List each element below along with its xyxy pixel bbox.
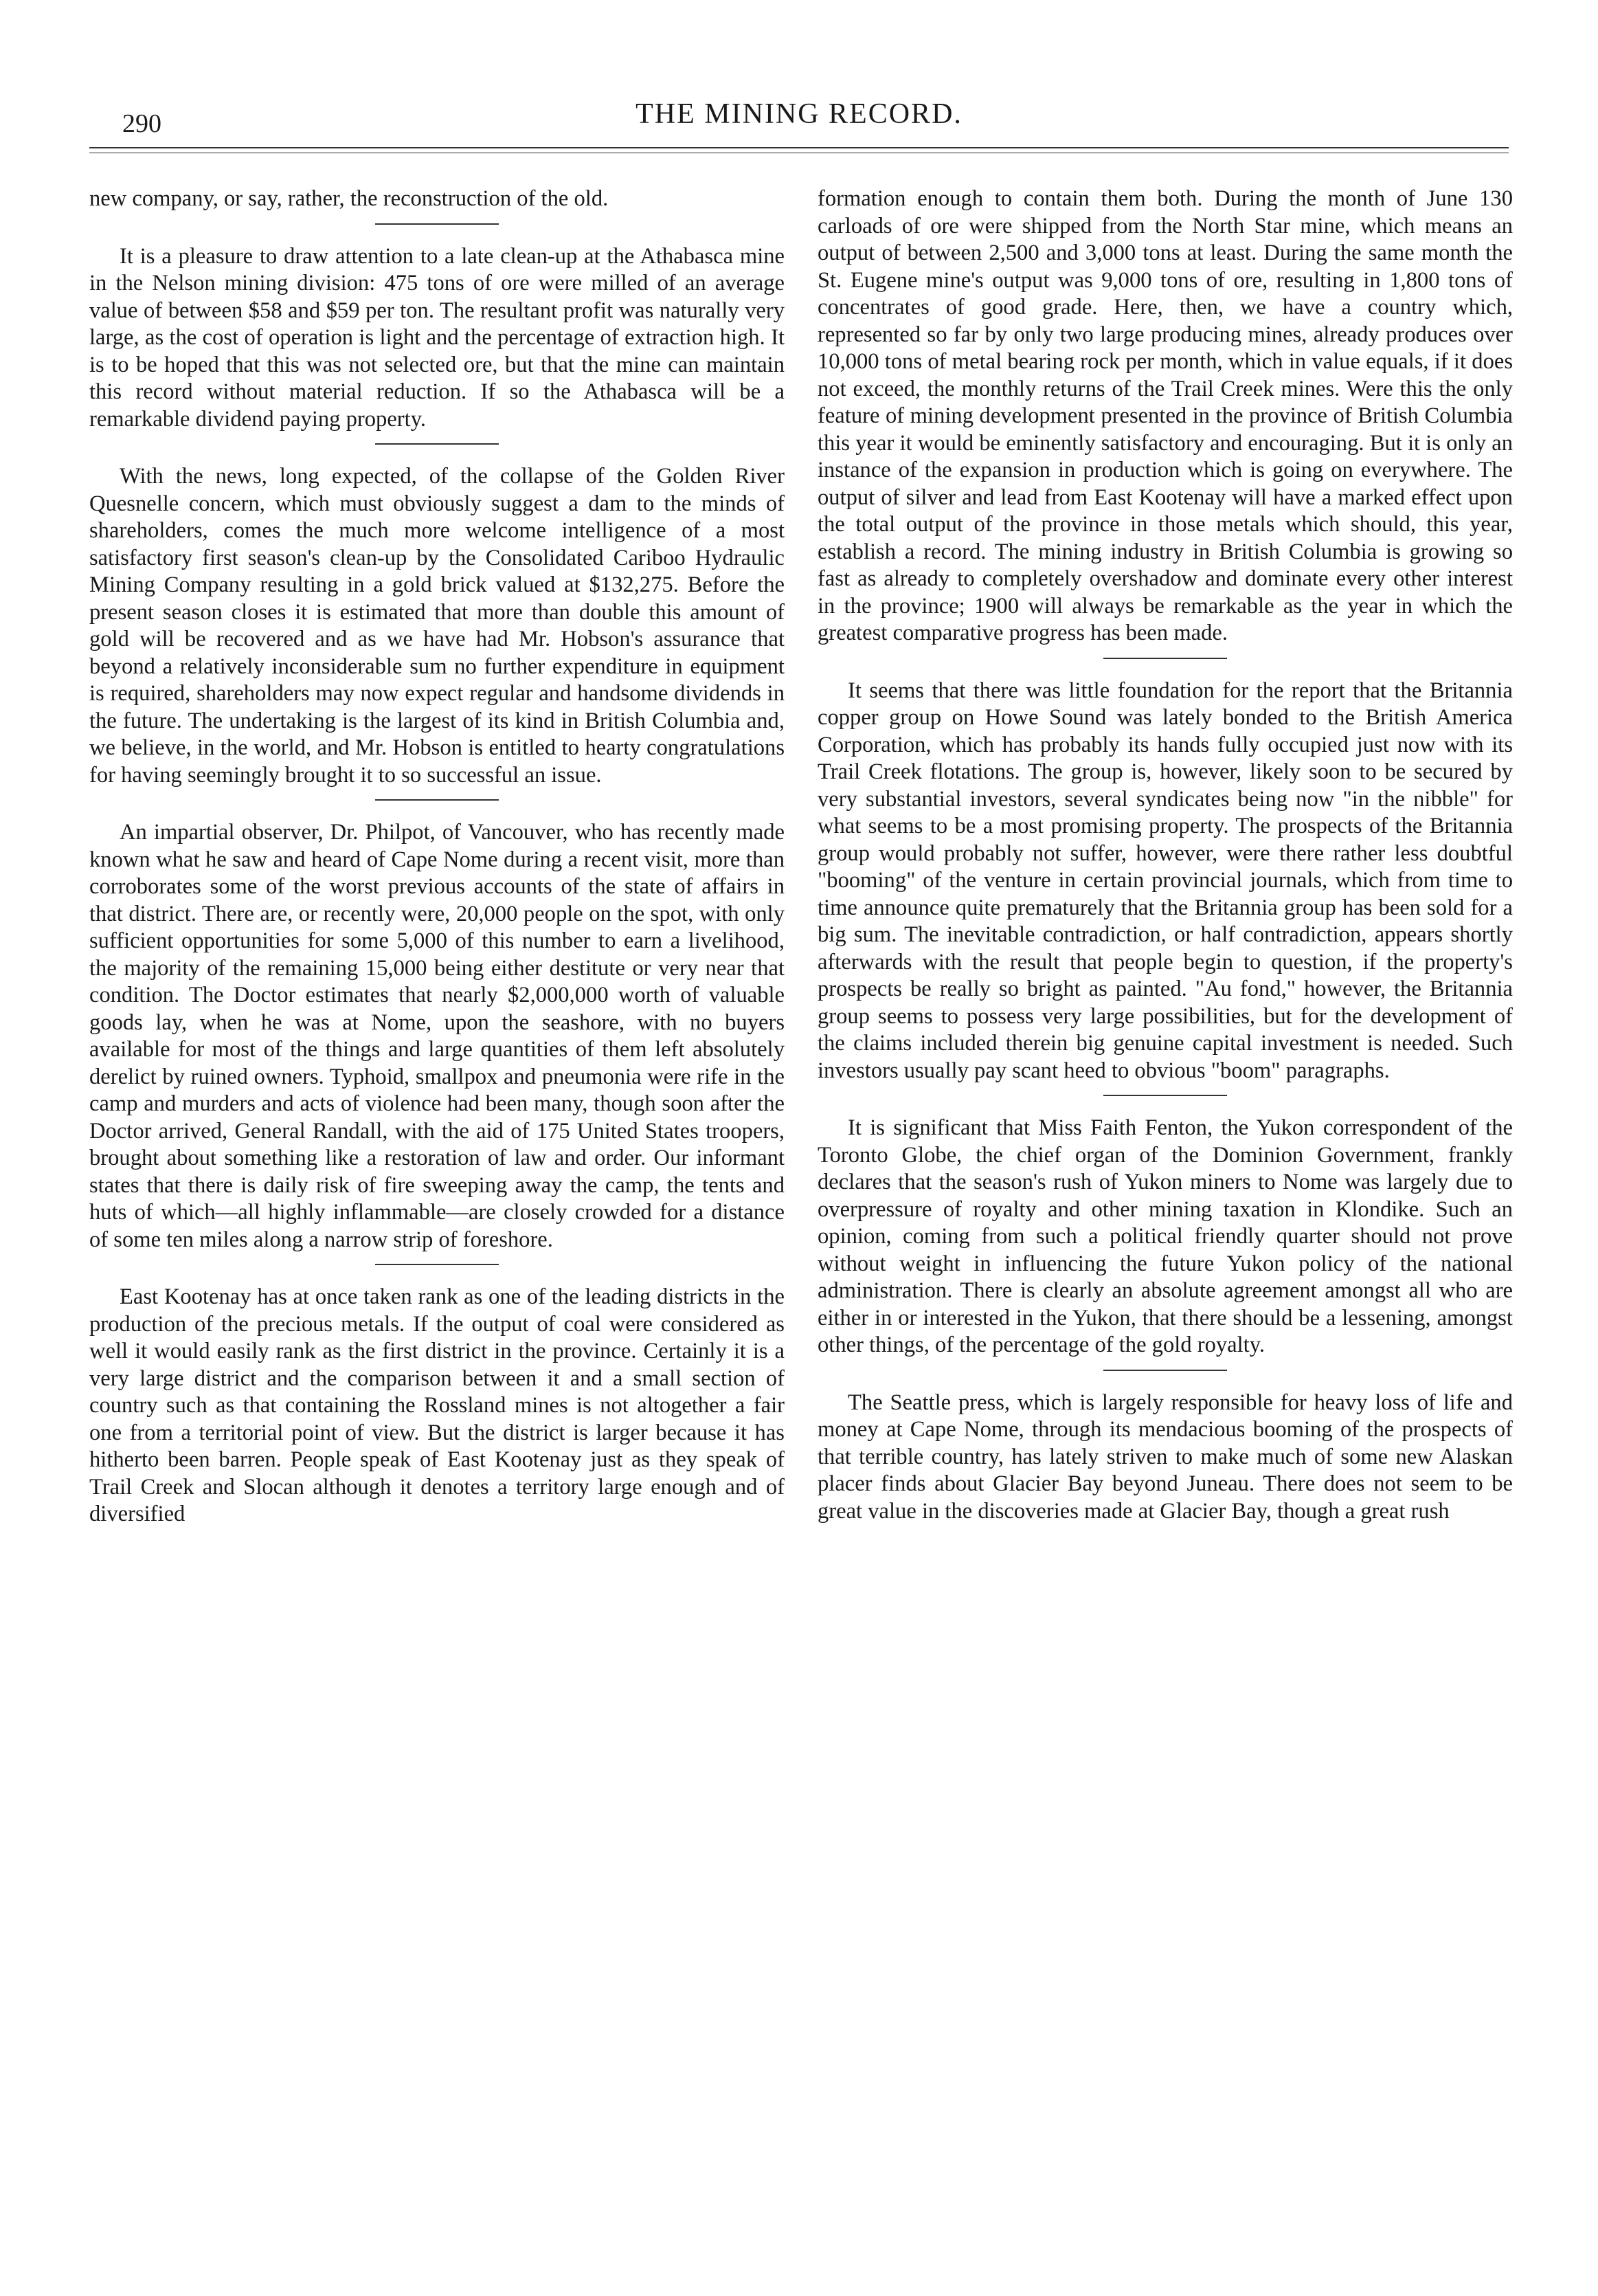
section-divider	[375, 223, 499, 225]
right-column	[818, 186, 1513, 2261]
header-rule	[89, 147, 1509, 148]
paragraph-east-kootenay-continued: formation enough to contain them both. During the month of June 130 carloads of ore were shipped from the North Star mine, which means an output of between 2,500 and 3,000 tons at least. During the same month the St. Eugene mine's output was 9,000 tons of ore, resulting in 1,800 tons of concentrates of good grade. Here, then, we have a country which, represented so far by only two large producing mines, already produces over 10,000 tons of metal bearing rock per month, which in value equals, if it does not exceed, the monthly returns of the Trail Creek mines. Were this the only feature of mining development presented in the province of British Columbia this year it would be eminently satisfactory and encouraging. But it is only an instance of the expansion in production which is going on everywhere. The output of silver and lead from East Kootenay will have a marked effect upon the total output of the province in those metals which should, this year, establish a record. The mining industry in British Columbia is growing so fast as already to completely overshadow and dominate every other interest in the province; 1900 will always be remarkable as the year in which the greatest comparative progress has been made.	[818, 186, 1513, 645]
page-header	[89, 91, 1509, 139]
paragraph-yukon-royalty: It is significant that Miss Faith Fenton, the Yukon correspondent of the Toronto Globe, the chief organ of the Dominion Government, frankly declares that the season's rush of Yukon miners to Nome was largely due to overpressure of royalty and other mining taxation in Klondike. Such an opinion, coming from such a political friendly quarter should not prove without weight in influencing the future Yukon policy of the national administration. There is clearly an absolute agreement amongst all who are either in or interested in the Yukon, that there should be a lessening, amongst other things, of the percentage of the gold royalty.	[818, 1115, 1513, 1357]
paragraph-cape-nome: An impartial observer, Dr. Philpot, of Vancouver, who has recently made known what he saw and heard of Cape Nome during a recent visit, more than corroborates some of the worst previous accounts of the state of affairs in that district. There are, or recently were, 20,000 people on the spot, with only sufficient opportunities for some 5,000 of this number to earn a livelihood, the majority of the remaining 15,000 being either destitute or very near that condition. The Doctor estimates that nearly $2,000,000 worth of valuable goods lay, when he was at Nome, upon the seashore, with no buyers available for most of the things and large quantities of them left absolutely derelict by ruined owners. Typhoid, smallpox and pneumonia were rife in the camp and murders and acts of violence had been many, though soon after the Doctor arrived, General Randall, with the aid of 175 United States troopers, brought about something like a restoration of law and order. Our informant states that there is daily risk of fire sweeping away the camp, the tents and huts of which—all highly inflammable—are closely crowded for a distance of some ten miles along a narrow strip of foreshore.	[89, 820, 785, 1252]
paragraph-athabasca: It is a pleasure to draw attention to a late clean-up at the Athabasca mine in the Nelson mining division: 475 tons of ore were milled of an average value of between $58 and $59 per ton. The resultant profit was naturally very large, as the cost of operation is light and the percentage of extraction high. It is to be hoped that this was not selected ore, but that the mine can maintain this record without material reduction. If so the Athabasca will be a remarkable dividend paying property.	[89, 243, 785, 432]
section-divider	[375, 799, 499, 801]
section-divider	[375, 1264, 499, 1265]
section-divider	[1103, 1095, 1227, 1096]
left-column	[89, 186, 785, 2261]
running-title: THE MINING RECORD.	[635, 98, 963, 130]
section-divider	[1103, 658, 1227, 659]
paragraph-seattle-press: The Seattle press, which is largely responsible for heavy loss of life and money at Cape Nome, through its mendacious booming of the prospects of that terrible country, has lately striven to make much of some new Alaskan placer finds about Glacier Bay beyond Juneau. There does not seem to be great value in the discoveries made at Glacier Bay, though a great rush	[818, 1390, 1513, 1524]
section-divider	[1103, 1370, 1227, 1371]
section-divider	[375, 443, 499, 445]
page-number: 290	[122, 109, 161, 138]
paragraph-britannia: It seems that there was little foundation for the report that the Britannia copper group on Howe Sound was lately bonded to the British America Corporation, which has probably its hands fully occupied just now with its Trail Creek flotations. The group is, however, likely soon to be secured by very substantial investors, several syndicates being now "in the nibble" for what seems to be a most promising property. The prospects of the Britannia group would probably not suffer, however, were there rather less doubtful "booming" of the venture in certain provincial journals, which from time to time announce quite prematurely that the Britannia group has been sold for a big sum. The inevitable contradiction, or half contradiction, appears shortly afterwards with the result that people begin to question, if the property's prospects be really so bright as painted. "Au fond," however, the Britannia group seems to possess very large possibilities, but for the development of the claims included therein big genuine capital investment is needed. Such investors usually pay scant heed to obvious "boom" paragraphs.	[818, 678, 1513, 1083]
paragraph-east-kootenay: East Kootenay has at once taken rank as one of the leading districts in the production of the precious metals. If the output of coal were considered as well it would easily rank as the first district in the province. Certainly it is a very large district and the comparison between it and a small section of country such as that containing the Rossland mines is not altogether a fair one from a territorial point of view. But the district is larger because it has hitherto been barren. People speak of East Kootenay just as they speak of Trail Creek and Slocan although it denotes a territory large enough and of diversified	[89, 1284, 785, 1526]
paragraph-continued: new company, or say, rather, the reconstruction of the old.	[89, 186, 609, 211]
paragraph-cariboo-hydraulic: With the news, long expected, of the collapse of the Golden River Quesnelle concern, which must obviously suggest a dam to the minds of shareholders, comes the much more welcome intelligence of a most satisfactory first season's clean-up by the Consolidated Cariboo Hydraulic Mining Company resulting in a gold brick valued at $132,275. Before the present season closes it is estimated that more than double this amount of gold will be recovered and as we have had Mr. Hobson's assurance that beyond a relatively inconsiderable sum no further expenditure in equipment is required, shareholders may now expect regular and handsome dividends in the future. The undertaking is the largest of its kind in British Columbia and, we believe, in the world, and Mr. Hobson is entitled to hearty congratulations for having seemingly brought it to so successful an issue.	[89, 464, 785, 788]
